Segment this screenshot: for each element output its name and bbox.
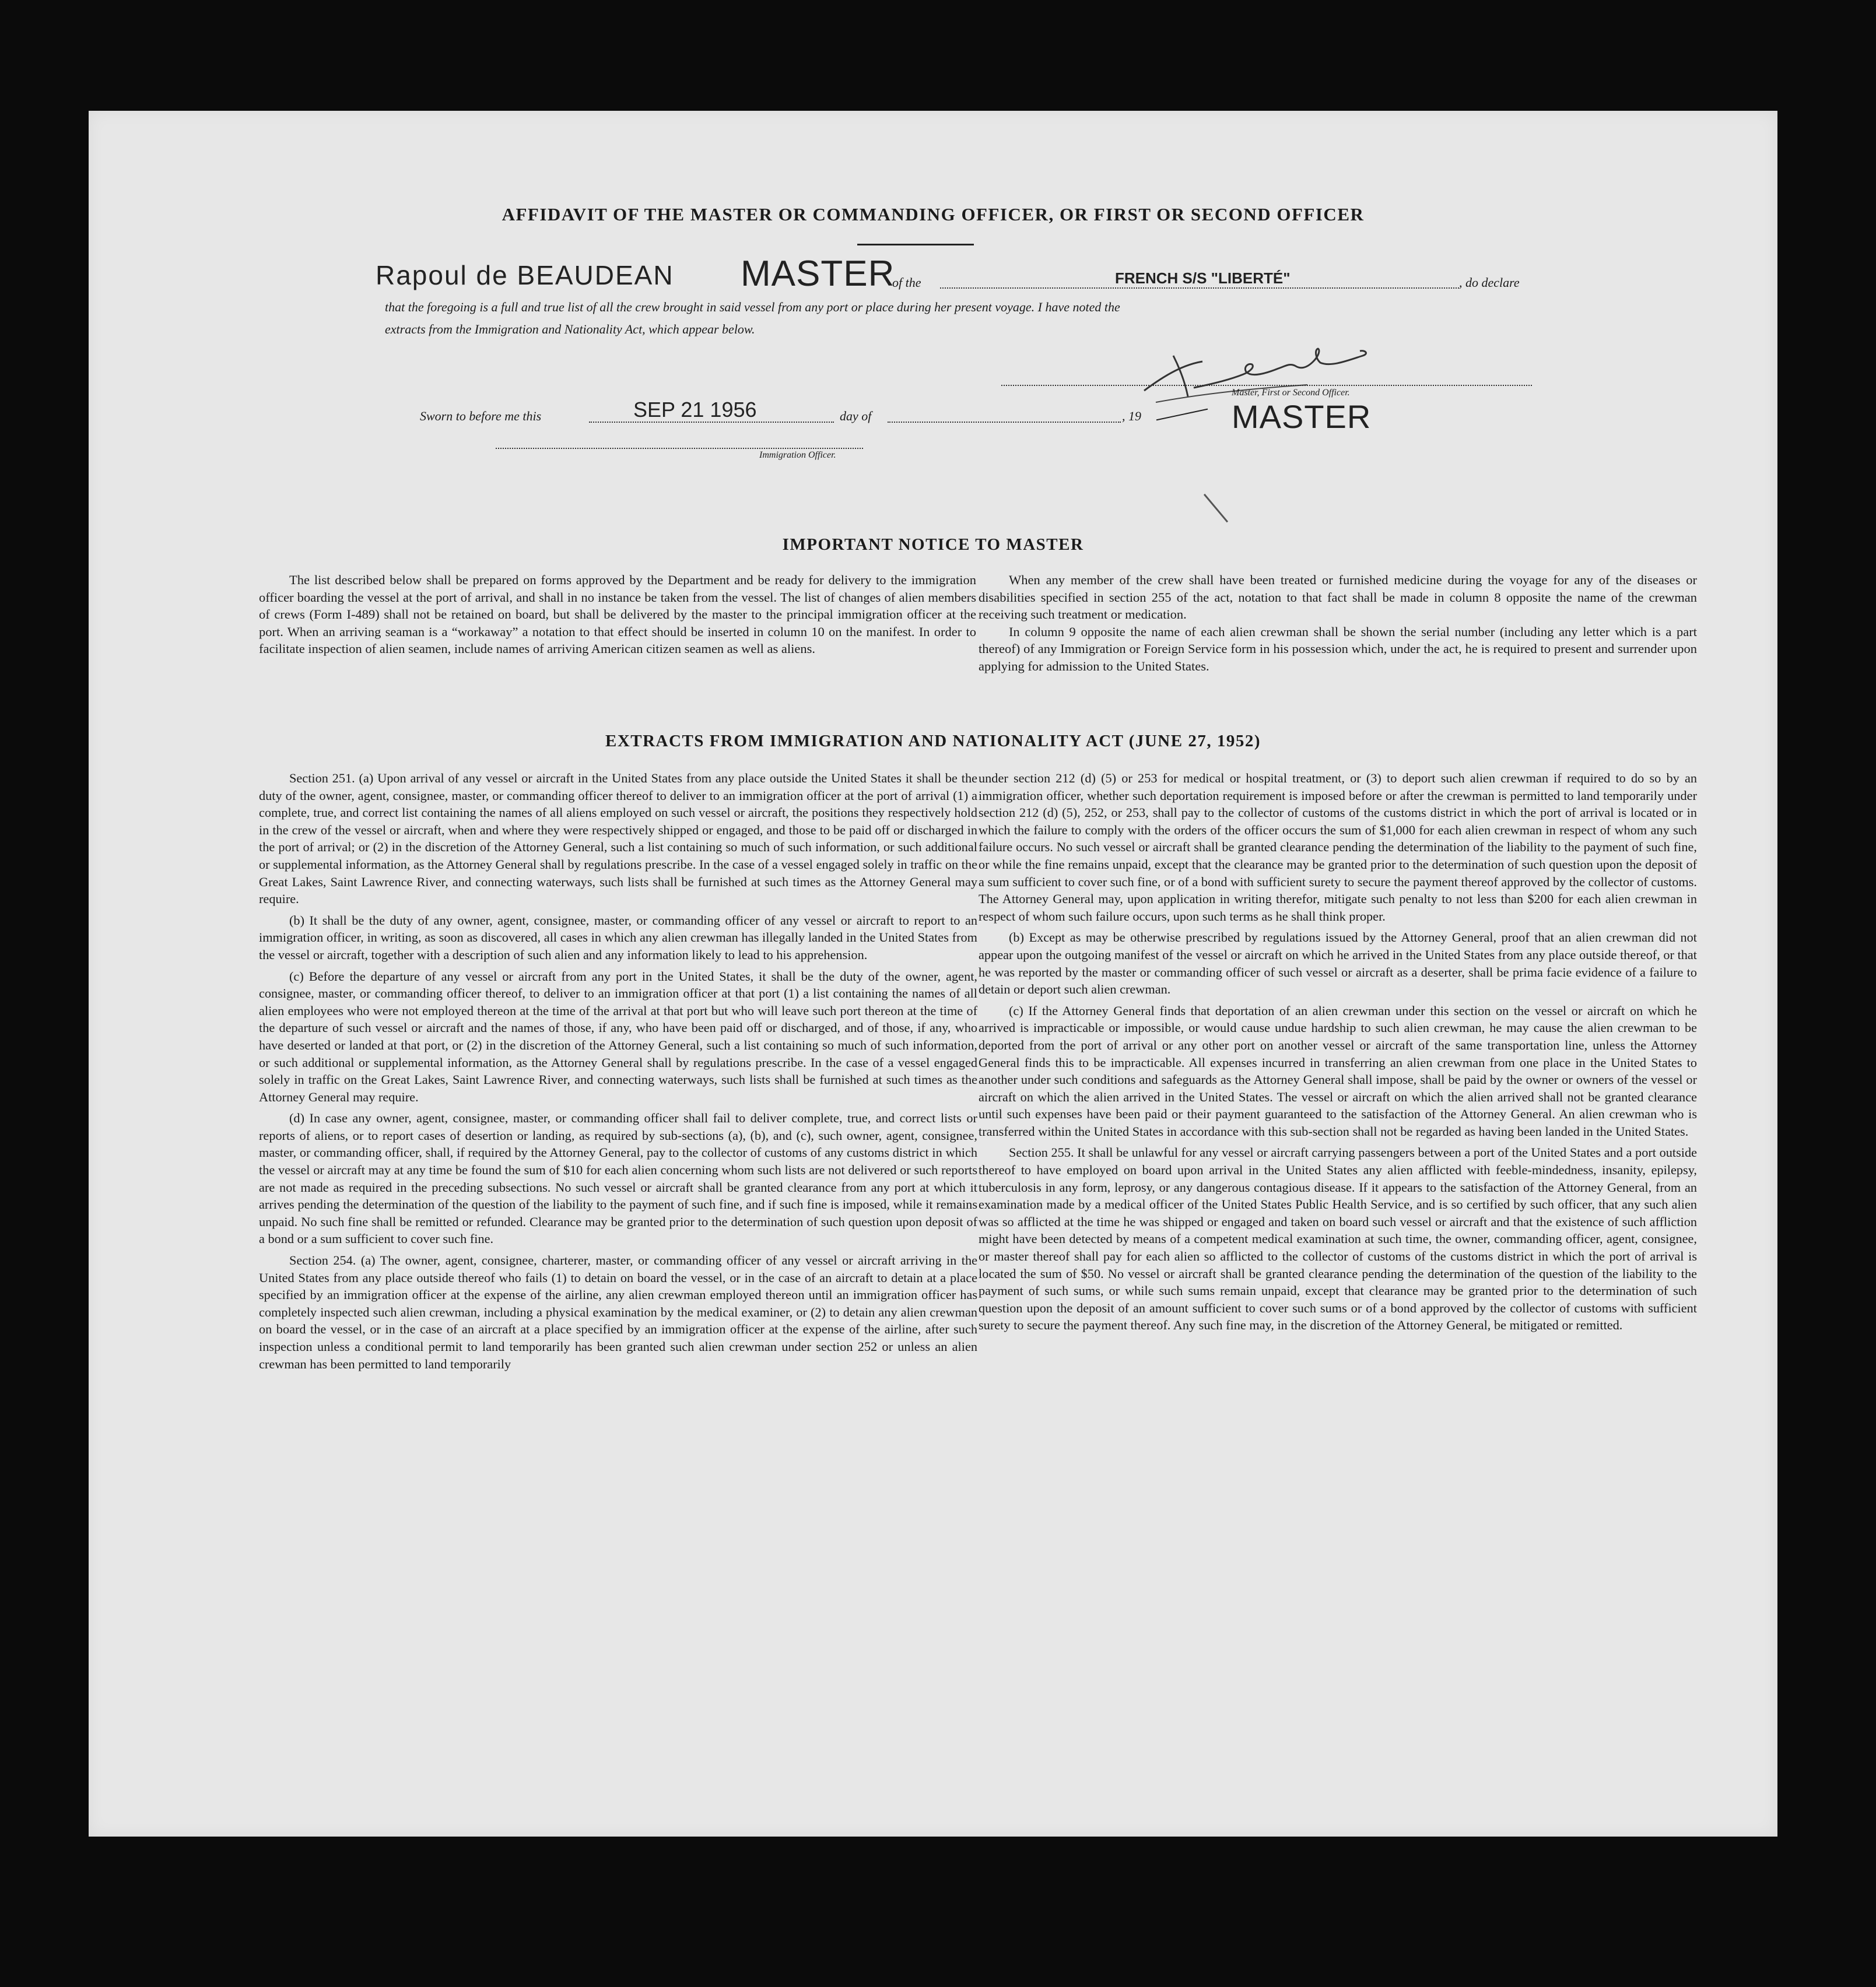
of-the-label: of the [892,275,921,290]
section-254-a-continued: under section 212 (d) (5) or 253 for medical or hospital treatment, or (3) to deport such alien crewman if required to do so by an immigration officer, whether such deportation requirement is imposed before or after the crewman is permitted to land temporarily under section 212 (d) (5), 252, or 253, shall pay to the collector of customs of the customs district in which the port of arrival is located or in which the failure to comply with the orders of the officer occurs the sum of $1,000 for each alien crewman in respect of whom any such failure occurs. No such vessel or aircraft shall be granted clearance pending the determination of the liability to the payment of such fine, or while the fine remains unpaid, except that the clearance may be granted prior to the determination of such question upon the deposit of a sum sufficient to cover such fine, or of a bond with sufficient surety to secure the payment thereof approved by the collector of customs. The Attorney General may, upon application in writing therefor, mitigate such penalty to not less than $200 for each alien crewman in respect of whom such failure occurs, upon such terms as he shall think proper. [979,771,1697,924]
notice-right-p1: When any member of the crew shall have been treated or furnished medicine during the voyage for any of the diseases or disabilities specified in section 255 of the act, notation to that fact shall be made in column 8 opposite the name of the crewman receiving such treatment or medication. [979,573,1697,622]
extracts-left-column [259,770,977,1377]
day-of-label: day of [840,409,872,423]
pen-stroke [1156,409,1208,421]
extracts-title: EXTRACTS FROM IMMIGRATION AND NATIONALITY ACT (JUNE 27, 1952) [605,732,1261,750]
immigration-officer-label: Immigration Officer. [759,450,836,460]
extracts-right-column [979,770,1697,1338]
notice-right-column [979,571,1697,675]
do-declare-label: , do declare [1459,275,1520,290]
declaration-line-2: extracts from the Immigration and Nationality Act, which appear below. [385,322,755,336]
section-251-a: Section 251. (a) Upon arrival of any vessel or aircraft in the United States from any place outside the United States it shall be the duty of the owner, agent, consignee, master, or commanding officer thereof to deliver to an immigration officer at the port of arrival (1) a complete, true, and correct list containing the names of all aliens employed on such vessel or aircraft, the positions they respectively hold in the crew of the vessel or aircraft, when and where they were respectively shipped or engaged, and those to be paid off or discharged in the port of arrival; or (2) in the discretion of the Attorney General, such a list containing so much of such information, or such additional or supplemental information, as the Attorney General shall by regulations prescribe. In the case of a vessel engaged solely in traffic on the Great Lakes, Saint Lawrence River, and connecting waterways, such lists shall be furnished at such times as the Attorney General may require. [259,771,977,907]
notice-left-text: The list described below shall be prepared on forms approved by the Department and be ready for delivery to the immigration officer boarding the vessel at the port of arrival, and shall in no instance be taken from the vessel. The list of changes of alien members of crews (Form I-489) shall not be retained on board, but shall be delivered by the master to the principal immigration officer at the port. When an arriving seaman is a “workaway” a notation to that effect should be inserted in column 10 on the manifest. In order to facilitate inspection of alien seamen, include names of arriving American citizen seamen as well as aliens. [259,573,976,657]
month-line [888,422,1121,423]
section-251-c: (c) Before the departure of any vessel or aircraft from any port in the United States, it shall be the duty of the owner, agent, consignee, master, or commanding officer thereof, to deliver to an immigration officer at that port (1) a list containing the names of all alien employees who were not employed thereon at the time of the arrival at that port but who will leave such port thereon at the time of the departure of such vessel or aircraft and the names of those, if any, who have been paid off or discharged, and of those, if any, who have deserted or landed at that port, or (2) in the discretion of the Attorney General, such a list containing so much of such information, or such additional or supplemental information, as the Attorney General shall by regulations prescribe. In the case of a vessel engaged solely in traffic on the Great Lakes, Saint Lawrence River, and connecting waterways, such lists shall be furnished at such times as the Attorney General may require. [259,968,977,1104]
pen-mark [1204,494,1228,522]
notice-left-column [259,571,976,658]
master-name: Rapoul de BEAUDEAN [376,260,674,290]
officer-signature-line [1001,385,1532,386]
section-255: Section 255. It shall be unlawful for any vessel or aircraft carrying passengers between a port of the United States and a port outside thereof to have employed on board upon arrival in the United States any alien afflicted with feeble-mindedness, insanity, epilepsy, tuberculosis in any form, leprosy, or any dangerous contagious disease. If it appears to the satisfaction of the Attorney General, from an examination made by a medical officer of the United States Public Health Service, and is so certified by such officer, that any such alien was so afflicted at the time he was shipped or engaged and taken on board such vessel or aircraft and that the existence of such affliction might have been detected by means of a competent medical examination at such time, the owner, commanding officer, agent, consignee, or master thereof shall pay for each alien so afflicted to the collector of customs of the customs district in which the port of arrival is located the sum of $50. No vessel or aircraft shall be granted clearance pending the determination of the question of the liability to the payment of such sums, or while such sums remain unpaid, except that clearance may be granted prior to the determination of such question upon the deposit of an amount sufficient to cover such sums or of a bond approved by the collector of customs with sufficient surety to secure the payment thereof. Any such fine may, in the discretion of the Attorney General, be mitigated or remitted. [979,1145,1697,1333]
vessel-line [940,287,1459,289]
section-251-d: (d) In case any owner, agent, consignee, master, or commanding officer shall fail to deliver complete, true, and correct lists or reports of aliens, or to report cases of desertion or landing, as required by sub-sections (a), (b), and (c), such owner, agent, consignee, master, or commanding officer, shall, if required by the Attorney General, pay to the collector of customs of any customs district in which the vessel or aircraft may at any time be found the sum of $10 for each alien concerning whom such lists are not delivered or such reports are not made as required in the preceding subsections. No such vessel or aircraft shall be granted clearance from any port at which it arrives pending the determination of the question of the liability to the payment of such fine, and if such fine is imposed, while it remains unpaid. No such fine shall be remitted or refunded. Clearance may be granted prior to the determination of such question upon deposit of a bond or a sum sufficient to cover such fine. [259,1111,977,1247]
section-254-b: (b) Except as may be otherwise prescribed by regulations issued by the Attorney General, proof that an alien crewman did not appear upon the outgoing manifest of the vessel or aircraft on which he arrived in the United States from any place outside thereof, or that he was reported by the master or commanding officer of such vessel or aircraft as a deserter, shall be prima facie evidence of a failure to detain or deport such alien crewman. [979,930,1697,997]
notice-right-p2: In column 9 opposite the name of each alien crewman shall be shown the serial number (including any letter which is a part thereof) of any Immigration or Foreign Service form in his possession which, under the act, he is required to present and surrender upon applying for admission to the United States. [979,624,1697,673]
officer-label: Master, First or Second Officer. [1232,388,1350,398]
master-rank: MASTER [741,254,895,294]
declaration-line-1: that the foregoing is a full and true list of all the crew brought in said vessel from any port or place during her present voyage. I have noted the [385,300,1120,314]
section-251-b: (b) It shall be the duty of any owner, agent, consignee, master, or commanding officer of any vessel or aircraft to report to an immigration officer, in writing, as soon as discovered, all cases in which any alien crewman has illegally landed in the United States from the vessel or aircraft, together with a description of such alien and any information likely to lead to his apprehension. [259,912,977,962]
year-prefix: , 19 [1122,409,1141,423]
notice-title: IMPORTANT NOTICE TO MASTER [782,535,1084,554]
affidavit-page [89,111,1777,1837]
sworn-date: SEP 21 1956 [633,398,757,422]
sworn-label: Sworn to before me this [420,409,542,423]
section-254-a: Section 254. (a) The owner, agent, consignee, charterer, master, or commanding officer of any vessel or aircraft arriving in the United States from any place outside thereof who fails (1) to detain on board the vessel, or in the case of an aircraft to detain at a place specified by an immigration officer at the expense of the airline, any alien crewman employed thereon until an immigration officer has completely inspected such alien crewman, including a physical examination by the medical examiner, or (2) to detain any alien crewman on board the vessel, or in the case of an aircraft at a place specified by an immigration officer at the expense of the airline, after such inspection unless a conditional permit to land temporarily has been granted such alien crewman under section 252 or unless an alien crewman has been permitted to land temporarily [259,1253,977,1371]
title-underline [857,244,974,245]
officer-rank-stamp: MASTER [1232,398,1372,435]
vessel-name: FRENCH S/S "LIBERTÉ" [1115,269,1291,287]
immigration-officer-line [496,448,863,449]
affidavit-title: AFFIDAVIT OF THE MASTER OR COMMANDING OFFICER, OR FIRST OR SECOND OFFICER [502,204,1365,224]
section-254-c: (c) If the Attorney General finds that deportation of an alien crewman under this section on the vessel or aircraft on which he arrived is impracticable or impossible, or would cause undue hardship to such alien crewman, he may cause the alien crewman to be deported from the port of arrival or any other port on another vessel or aircraft of the same transportation line, unless the Attorney General finds this to be impracticable. All expenses incurred in transferring an alien crewman from one place in the United States to another under such conditions and safeguards as the Attorney General shall impose, shall be paid by the owner or owners of the vessel or aircraft on which the alien arrived in the United States. The vessel or aircraft on which the alien arrived shall not be granted clearance until such expenses have been paid or their payment guaranteed to the satisfaction of the Attorney General. An alien crewman who is transferred within the United States in accordance with this sub-section shall not be regarded as having been landed in the United States. [979,1003,1697,1139]
